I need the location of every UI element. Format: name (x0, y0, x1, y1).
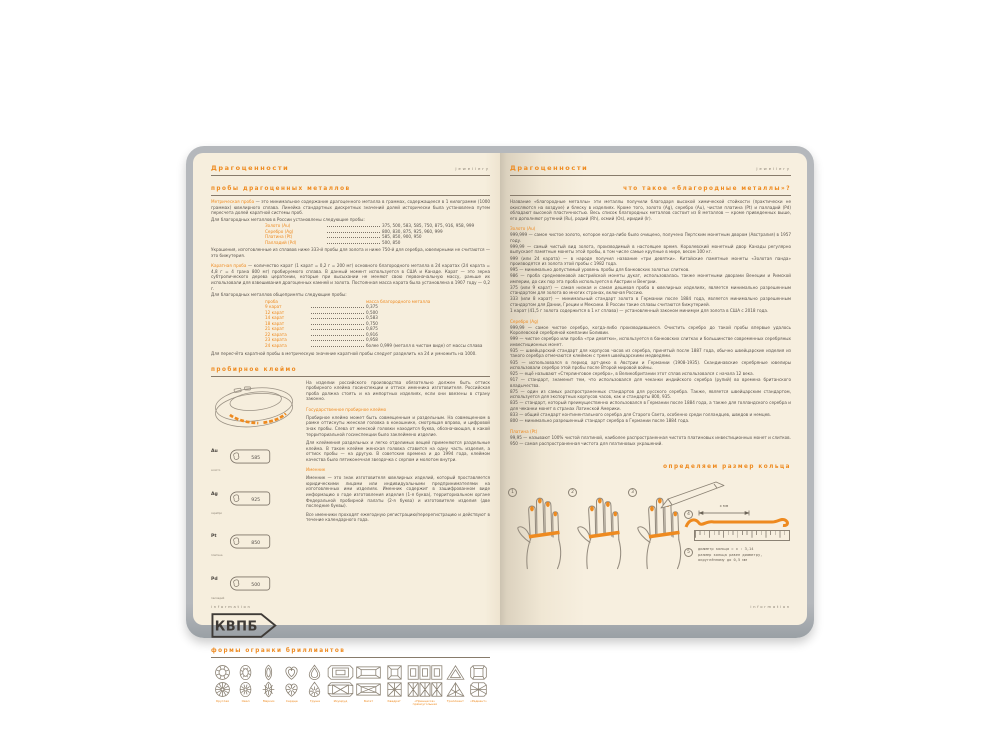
cut-crown-view (213, 664, 232, 681)
cut-pavilion-view (469, 681, 488, 698)
metal-symbol: Au (211, 449, 218, 455)
diamond-cut (211, 664, 234, 708)
dot-leader (327, 243, 380, 244)
stamp-fineness: 585 (251, 455, 261, 461)
metric-fineness-table (265, 223, 490, 245)
carat-name: 18 карат (265, 320, 285, 326)
stamp-fineness: 850 (251, 540, 261, 546)
step-number: 1 (508, 488, 517, 497)
metal-values: 585, 850, 900, 950 (382, 234, 422, 240)
metric-text: — это минимальное содержание драгоценного металла в граммах, содержащееся в 1 килограмме (1000 граммах) ювелирного сплава. Линейка стандартных дискретных значений долей исторически была установлена путем пересчета долей каратной системы проб. (211, 199, 490, 216)
fineness-line: 999,99 — самый чистый вид золота, производимый в настоящее время. Королевский монетный двор Канады регулярно выпускает памятные монеты этой пробы, в том числе самые крупные в мире, весом 100 кг. (510, 243, 791, 255)
fineness-line: 1 карат (41,5 г золота содержится в 1 кг сплава) — установленный законом минимум для золота в США с 2018 года. (510, 308, 769, 314)
hand-illustration (512, 492, 568, 570)
page-header (211, 164, 490, 172)
hallmark-stamp-row (211, 480, 299, 518)
metal-caption: палладий (211, 596, 225, 600)
metal-symbol-block (211, 437, 227, 475)
fineness-line: 999 (или 24 карата) — в народе получил название «три девятки». Китайские памятные монеты «Золотая панда» производятся из золота этой пробы с 1982 года. (510, 255, 791, 267)
cut-crown-view (282, 664, 301, 681)
fineness-line: 999,999 — самое чистое золото, которое когда-либо было очищено, получено Пертским монетным двором (Австралия) в 1957 году. (510, 232, 791, 243)
diamond-cut (326, 664, 354, 708)
diamond-cut (406, 664, 444, 708)
hallmark-stamps (211, 437, 299, 603)
page-header (510, 164, 791, 172)
hallmark-stamp-row (211, 565, 299, 603)
cut-pavilion-view (385, 681, 404, 698)
metric-note: Украшения, изготовленные из сплавов ниже 333-й пробы для золота и ниже 750-й для серебра, ювелирными не считаются — это бижутерия. (211, 247, 490, 258)
maker-mark-subhead: Именник (306, 467, 326, 473)
fineness-line: 99,95 — называют 100% чистой платиной, наиболее распространенная чистота платиновых инвестиционных монет и слитков. (510, 434, 791, 440)
hand-icon (572, 492, 628, 570)
diamond-cut (444, 664, 467, 708)
diamond-cuts-row (211, 664, 490, 708)
cut-label: Сердце (285, 698, 298, 703)
cut-crown-view (407, 664, 443, 681)
metal-caption: золото (211, 469, 221, 473)
carat-name: 9 карат (265, 304, 282, 310)
fineness-line: 999,99 — самое чистое серебро, когда-либо производившееся. Очистить серебро до такой пробы впервые удалось Королевской серебряной компании Боливии. (510, 324, 791, 336)
carat-name: 14 карат (265, 315, 285, 321)
carat-value: 0,958 (366, 337, 378, 343)
metal-group-title: Платина (Pt) (510, 428, 538, 434)
cut-label: Изумруд (333, 698, 348, 703)
metal-symbol-block (211, 480, 227, 518)
metal-symbol: Pd (211, 576, 218, 582)
ring-formula (698, 547, 794, 564)
ring-illustration (211, 383, 297, 433)
state-mark-p1: Пробирное клеймо может быть совмещенным и раздельным. На совмещенном в рамке оттиснуты женская головка в кокошнике, смотрящая вправо, и цифровой знак пробы. Слева от женской головки находится буква, обозначающая, в какой территориальной госинспекции было заклеймено изделие. (306, 414, 490, 437)
fineness-line: 375 (или 9 карат) — самая низкая и самая дешевая проба в ювелирных изделиях, является минимально разрешенным стандартом для золота во многих странах, включая Россию. (510, 284, 791, 296)
carat-name: 23 карата (265, 337, 287, 343)
fineness-line: 999 — чистое серебро или проба «три девятки», используется в банковских слитках и большинстве современных серебряных инвестиционных монет. (510, 336, 791, 347)
metal-name: Серебро (Ag) (265, 228, 294, 234)
page-footer: information (211, 604, 252, 609)
cut-label: Триллиант (446, 698, 464, 703)
state-mark-subhead: Государственное пробирное клеймо (306, 406, 387, 412)
metal-group-items (510, 325, 791, 424)
fineness-line: 875 — один из самых распространенных стандартов для русского серебра. Также, является швейцарским стандартом, используется для экспортных корпусов часов, как и стандарты 800, 935. (510, 388, 791, 400)
diamond-cut (257, 664, 280, 708)
measure-block (684, 504, 794, 584)
carat-text: — количество карат (1 карат = 0,2 г = 200 мг) основного благородного металла в 24 каратах (24 карата = 4,8 г = 4 грана 800 мг) пробируемого сплава. В данный момент используется в США и Канаде. Карат — это зерна субтропического дерева цератонии, которые при высыхании не меняют свою первоначальную массу, раньше их использовали для взвешивания драгоценных камней и золота. Постоянная масса карата была установлена в 1907 году — 0,2 г. (211, 263, 490, 291)
metal-name: Золото (Au) (265, 223, 291, 229)
header-rule (211, 175, 490, 176)
cut-label: Груша (309, 698, 320, 703)
maker-mark-p1: Именник — это знак изготовителя ювелирных изделий, который проставляется юридическими лицами или индивидуальными предпринимателями на изготовленных ими изделиях. Именник содержит в зашифрованном виде информацию о годе изготовления изделия (1-я буква), территориальном органе Федеральной пробирной палаты (2-я буква) и изготовителе изделия (две последние буквы). (306, 475, 490, 509)
metal-name: Платина (Pt) (265, 234, 293, 240)
dot-leader (311, 307, 364, 308)
ring-size-illustration (510, 486, 791, 586)
state-mark-p2: Для клеймения раздельных и легко отделимых вещей применяются раздельные клейма. В таком клейме женская головка ставится на одну часть изделия, а оттиск пробы — на другую. В советские времена и до 1994 года, клеймом качества было пятиконечная звездочка с серпом и молотом внутри. (306, 440, 490, 462)
fineness-line: 333 (или 8 карат) — минимальный стандарт золота в Германии после 1884 года, является минимально разрешенным стандартом для Дании, Греции и Мексики. В России такие сплавы считаются бижутерией. (510, 296, 791, 307)
assay-stamp-icon (229, 491, 273, 506)
fineness-line: 995 — минимально допустимый уровень пробы для банковских золотых слитков. (510, 267, 690, 273)
metal-group-title: Золото (Au) (510, 226, 536, 232)
cut-crown-view (305, 664, 324, 681)
stamp-fineness: 925 (251, 498, 261, 504)
paper-strip-icon (684, 515, 794, 530)
maker-mark-letters: КВПБ (214, 618, 258, 634)
stamp-fineness: 500 (251, 583, 261, 589)
assay-illustrations-column (211, 380, 299, 638)
carat-name: 21 карат (265, 326, 285, 332)
assay-text-column (306, 380, 490, 638)
assay-stamp-icon (229, 576, 273, 591)
metric-paragraph (211, 199, 490, 216)
cut-pavilion-view (446, 681, 465, 698)
carat-head-right: масса благородного металла (366, 298, 431, 304)
dot-leader (311, 324, 364, 325)
step-number: 3 (628, 488, 637, 497)
header-rule (510, 175, 791, 176)
dot-leader (311, 329, 364, 330)
page-title: Драгоценности (510, 164, 589, 172)
cut-crown-view (327, 664, 354, 681)
cut-pavilion-view (305, 681, 324, 698)
carat-name: 12 карат (265, 309, 285, 315)
table-row (265, 343, 490, 348)
dot-leader (311, 313, 364, 314)
diamond-cut (303, 664, 326, 708)
metal-values: 375, 500, 583, 585, 750, 875, 916, 958, 999 (382, 223, 475, 229)
cut-pavilion-view (236, 681, 255, 698)
step-number: 2 (568, 488, 577, 497)
fineness-line: 986 — проба средневековой австрийской монеты дукат, использовалась также монетными дворами Венеции и Римской империи, до сих пор эта проба используется в Австрии и Венгрии. (510, 273, 791, 284)
diamond-cut (355, 664, 383, 708)
diamond-cut (234, 664, 257, 708)
metal-values: 500, 850 (382, 239, 401, 245)
section-rule (211, 195, 490, 196)
cut-pavilion-view (355, 681, 382, 698)
cut-label: Багет (364, 698, 374, 703)
page-footer: information (750, 604, 791, 609)
measure-label: х мм (719, 504, 729, 509)
section-rule (211, 657, 490, 658)
hand-icon (512, 492, 568, 570)
cut-pavilion-view (259, 681, 278, 698)
assay-stamp-icon (229, 534, 273, 549)
metric-term: Метрическая проба (211, 199, 255, 204)
fineness-line: 835 — стандарт, который преимущественно использовался в Германии после 1884 года, а также для голландского серебра и для чеканки монет в странах Латинской Америки. (510, 400, 791, 411)
cut-label: «Радиант» (469, 698, 487, 703)
fineness-line: 800 — минимально разрешенный стандарт серебра в Германии после 1884 года. (510, 418, 690, 424)
cut-crown-view (259, 664, 278, 681)
noble-metals-intro: Название «благородные металлы» эти металлы получили благодаря высокой химической стойкости (практически не окисляются на воздухе) и блеску в изделиях. Кроме того, золото (Ag), серебро (Au), чистая платина (Pt) и палладий (Pd) обладают высокой пластичностью. Весь список благородных металлов состоит из 8 металлов — кроме приведенных выше, его дополняют рутений (Ru), родий (Rh), осмий (Os), иридий (Ir). (510, 199, 791, 221)
diamond-cut (280, 664, 303, 708)
carat-name: 24 карата (265, 342, 287, 348)
section-rule (510, 195, 791, 196)
carat-value: 0,875 (366, 326, 378, 332)
step-number: 4 (684, 510, 693, 519)
fineness-line: 917 — стандарт, знаменит тем, что использовался для чеканки индийского серебра (рупий) во времена британского владычества. (510, 377, 791, 388)
carat-intro: Для благородных металлов общеприняты следующие пробы: (211, 292, 347, 298)
step-number: 5 (684, 548, 693, 557)
carat-name: 22 карата (265, 331, 287, 337)
metric-intro: Для благородных металлов в России установлены следующие пробы: (211, 216, 365, 222)
cut-label: Маркиз (262, 698, 275, 703)
metal-symbol: Pt (211, 534, 217, 540)
cut-pavilion-view (407, 681, 443, 698)
carat-rows (265, 304, 490, 348)
carat-note: Для пересчёта каратной пробы в метрическую значение каратной пробы следует разделить на 24 и умножить на 1000. (211, 351, 477, 357)
page-title-en: Jewellery (455, 166, 490, 171)
section-title-assay-mark: пробирное клеймо (211, 366, 298, 373)
cut-crown-view (469, 664, 488, 681)
section-rule (211, 376, 490, 377)
metal-group-items (510, 435, 791, 447)
table-row (265, 240, 490, 245)
carat-value: 0,583 (366, 315, 378, 321)
metal-group (510, 226, 791, 313)
carat-table (265, 299, 490, 348)
assay-intro: На изделии российского производства обязательно должен быть оттиск пробирного клейма госинспекции и оттиск именника изготовителя. Российская проба должна стоять и на импортных изделиях, если они ввезены в страну законно. (306, 379, 490, 402)
fineness-line: 935 — швейцарский стандарт для корпусов часов из серебра, принятый после 1887 года, обычно швейцарские изделия из такого серебра отмечаются клеймом с тремя швейцарскими медведями. (510, 347, 791, 359)
metal-group (510, 319, 791, 424)
dot-leader (327, 237, 380, 238)
metal-group-items (510, 232, 791, 313)
metal-name: Палладий (Pd) (265, 239, 297, 245)
hand-illustration (572, 492, 628, 570)
carat-value: 0,375 (366, 304, 378, 310)
right-page (500, 153, 807, 625)
metal-values: 800, 830, 875, 925, 960, 999 (382, 228, 443, 234)
cut-label: «Принцесса» прямоугольная (412, 698, 437, 707)
fineness-line: 833 — общий стандарт континентального серебра для Старого Света, особенно среди голландцев, шведов и немцев. (510, 412, 772, 418)
cut-crown-view (236, 664, 255, 681)
cut-pavilion-view (327, 681, 354, 698)
left-page (193, 153, 500, 707)
dot-leader (327, 232, 380, 233)
section-title-ring-size: определяем размер кольца (663, 464, 791, 471)
carat-value: 0,500 (366, 309, 378, 315)
formula-line: размер кольца равен диаметру, (698, 552, 763, 557)
dot-leader (311, 318, 364, 319)
carat-term: Каратная проба (211, 263, 247, 269)
cut-crown-view (355, 664, 382, 681)
cut-label: Круглая (216, 698, 229, 703)
cut-pavilion-view (282, 681, 301, 698)
ruler-icon (694, 530, 790, 541)
maker-mark-stamp (211, 613, 277, 638)
hallmark-stamp-row (211, 522, 299, 560)
fineness-line: 925 — ещё называют «Стерлинговое серебро», в Великобритании этот сплав использовался с начала 12 века. (510, 371, 754, 377)
dot-leader (311, 346, 364, 347)
assay-mark-section (211, 380, 490, 638)
carat-value: 0,916 (366, 331, 378, 337)
metal-symbol-block (211, 522, 227, 560)
carat-head-left: проба (265, 298, 278, 304)
section-title-hallmark-standards: пробы драгоценных металлов (211, 186, 351, 192)
formula-line: диаметр кольца = х : 3,14 (698, 547, 754, 552)
page-title: Драгоценности (211, 164, 290, 172)
assay-stamp-icon (229, 449, 273, 464)
fineness-line: 935 — использовался в период арт-деко в Австрии и Германии (1908-1935). Скандинавские серебряные ювелиры использовали серебро этой пробы после Второй мировой войны. (510, 359, 791, 371)
maker-mark-p2: Все именники проходят ежегодную регистрацию/перерегистрацию и действуют в течение календарного года. (306, 511, 490, 523)
metal-group-title: Серебро (Ag) (510, 318, 539, 324)
cut-crown-view (446, 664, 465, 681)
formula-line: округлённому до 0,5 мм (698, 558, 747, 563)
dot-leader (311, 335, 364, 336)
metal-caption: платина (211, 554, 223, 558)
page-title-en: Jewellery (756, 166, 791, 171)
metal-caption: серебро (211, 511, 223, 515)
carat-value: 0,750 (366, 320, 378, 326)
diamond-cut (383, 664, 406, 708)
cut-crown-view (385, 664, 404, 681)
section-title-diamond-cuts: формы огранки бриллиантов (211, 647, 346, 654)
carat-value: более 0,999 (металл в чистом виде) от массы сплава (366, 342, 483, 348)
metal-groups (510, 226, 791, 446)
cut-label: Квадрат (387, 698, 401, 703)
fineness-line: 950 — самая распространенная чистота для платиновых украшений. (510, 440, 663, 446)
carat-paragraph (211, 263, 490, 291)
cut-label: Овал (241, 698, 250, 703)
cut-pavilion-view (213, 681, 232, 698)
diamond-cut (467, 664, 490, 708)
section-title-noble-metals: что такое «благородные металлы»? (623, 186, 791, 192)
book-spread (193, 153, 807, 707)
dot-leader (327, 226, 380, 227)
dot-leader (311, 340, 364, 341)
metal-symbol: Ag (211, 491, 218, 497)
metal-symbol-block (211, 565, 227, 603)
metal-group (510, 429, 791, 447)
hallmark-stamp-row (211, 437, 299, 475)
